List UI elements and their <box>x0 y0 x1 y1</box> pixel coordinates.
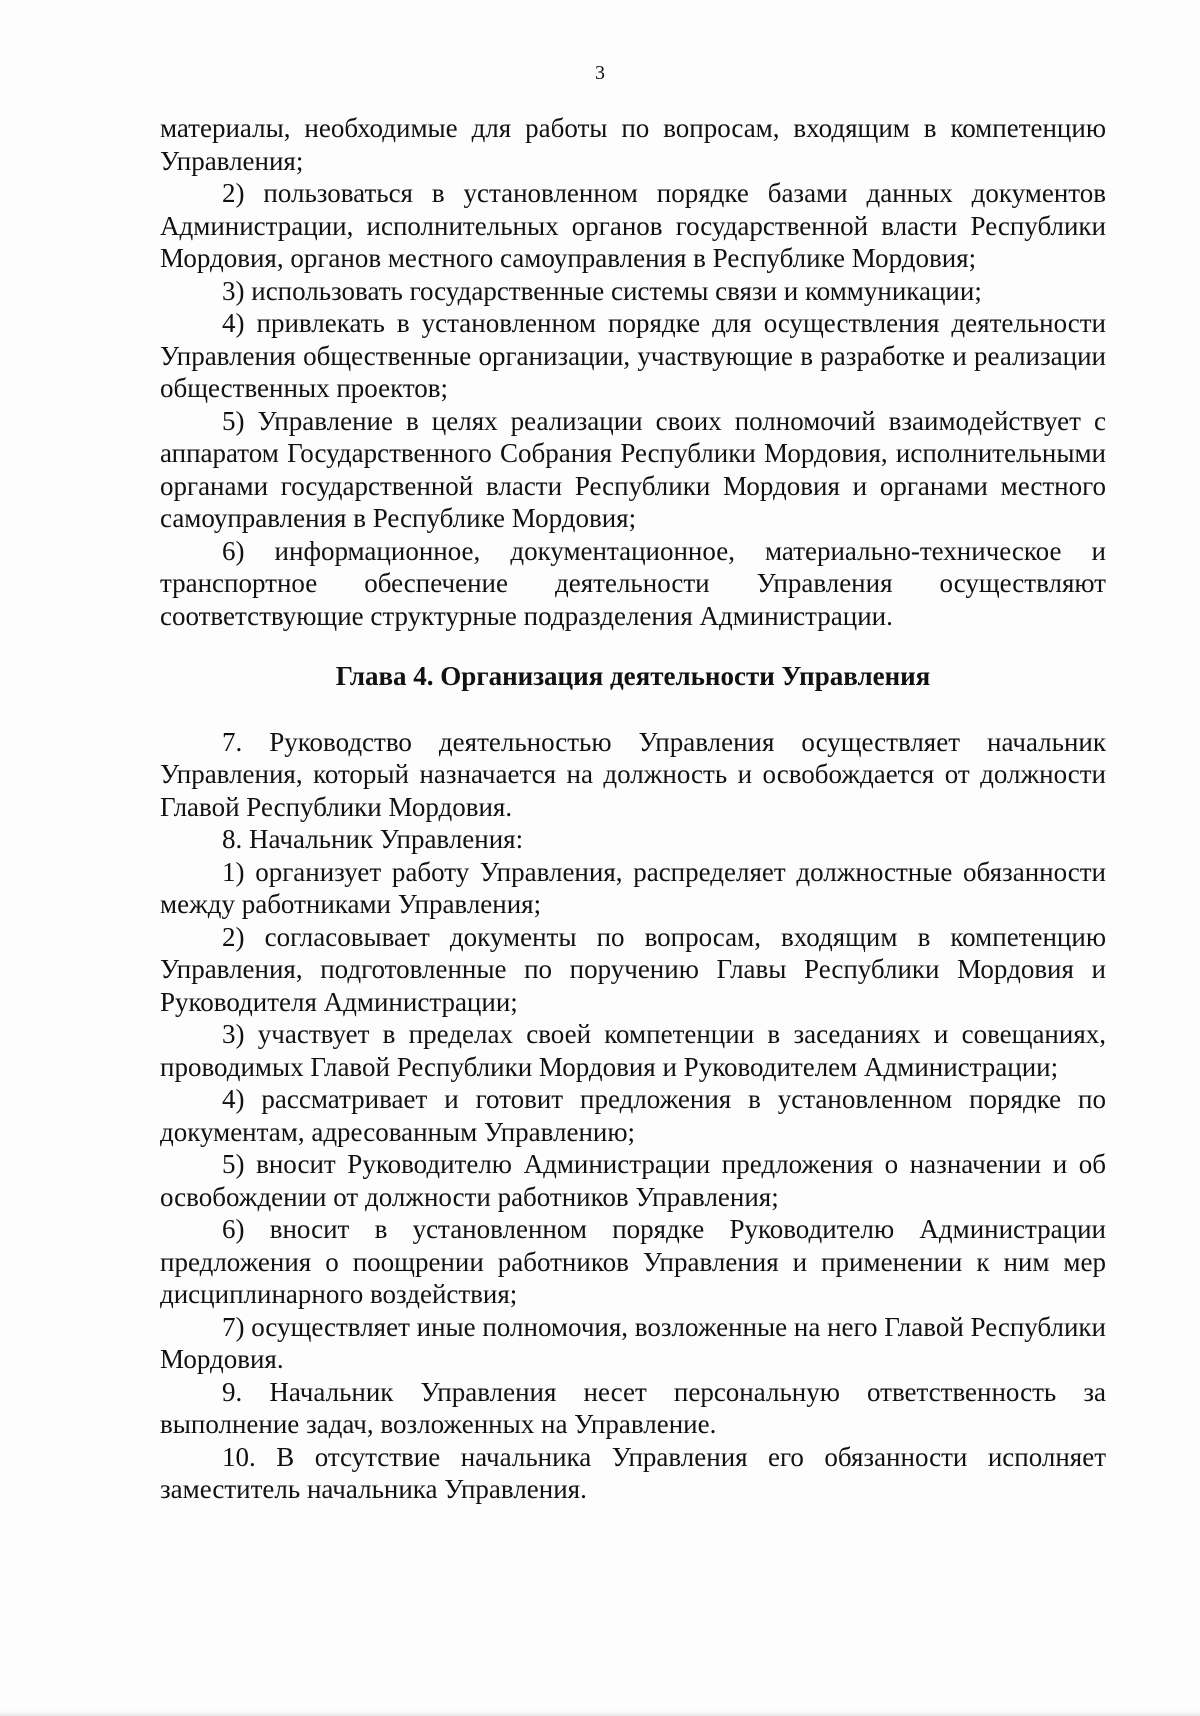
paragraph: 10. В отсутствие начальника Управления его обязанности исполняет заместитель начальника Управления. <box>160 1441 1106 1504</box>
paragraph: 4) привлекать в установленном порядке для осуществления деятельности Управления общественные организации, участвующие в разработке и реализации общественных проектов; <box>160 308 1106 403</box>
paragraph: 2) пользоваться в установленном порядке базами данных документов Администрации, исполнительных органов государственной власти Республики Мордовия, органов местного самоуправления в Республике Мордовия; <box>160 178 1106 273</box>
paragraph: 8. Начальник Управления: <box>222 824 524 854</box>
paragraph: 6) вносит в установленном порядке Руководителю Администрации предложения о поощрении работников Управления и применении к ним мер дисциплинарного воздействия; <box>160 1214 1106 1309</box>
paragraph: 4) рассматривает и готовит предложения в установленном порядке по документам, адресованным Управлению; <box>160 1084 1106 1147</box>
page-number: 3 <box>595 62 605 84</box>
paragraph: 5) Управление в целях реализации своих полномочий взаимодействует с аппаратом Государственного Собрания Республики Мордовия, исполнительными органами государственной власти Республики Мордовия и органами местного самоуправления в Республике Мордовия; <box>160 405 1106 533</box>
paragraph: 1) организует работу Управления, распределяет должностные обязанности между работниками Управления; <box>160 856 1106 919</box>
section-after-heading <box>160 726 1106 1506</box>
paragraph: материалы, необходимые для работы по вопросам, входящим в компетенцию Управления; <box>160 113 1106 176</box>
paragraph: 7) осуществляет иные полномочия, возложенные на него Главой Республики Мордовия. <box>160 1311 1106 1374</box>
paragraph: 9. Начальник Управления несет персональную ответственность за выполнение задач, возложенных на Управление. <box>160 1376 1106 1439</box>
paragraph: 3) участвует в пределах своей компетенции в заседаниях и совещаниях, проводимых Главой Республики Мордовия и Руководителем Администрации; <box>160 1019 1106 1082</box>
paragraph: 2) согласовывает документы по вопросам, входящим в компетенцию Управления, подготовленные по поручению Главы Республики Мордовия и Руководителя Администрации; <box>160 921 1106 1017</box>
paragraph: 5) вносит Руководителю Администрации предложения о назначении и об освобождении от должности работников Управления; <box>160 1149 1106 1212</box>
scan-edge <box>0 1710 1200 1716</box>
paragraph: 3) использовать государственные системы связи и коммуникации; <box>222 275 982 306</box>
section-before-heading <box>160 112 1106 632</box>
chapter-heading: Глава 4. Организация деятельности Управления <box>335 661 931 691</box>
paragraph: 6) информационное, документационное, материально-техническое и транспортное обеспечение деятельности Управления осуществляют соответствующие структурные подразделения Администрации. <box>160 535 1106 631</box>
document-body <box>160 112 1106 1506</box>
paragraph: 7. Руководство деятельностью Управления осуществляет начальник Управления, который назначается на должность и освобождается от должности Главой Республики Мордовия. <box>160 726 1106 822</box>
